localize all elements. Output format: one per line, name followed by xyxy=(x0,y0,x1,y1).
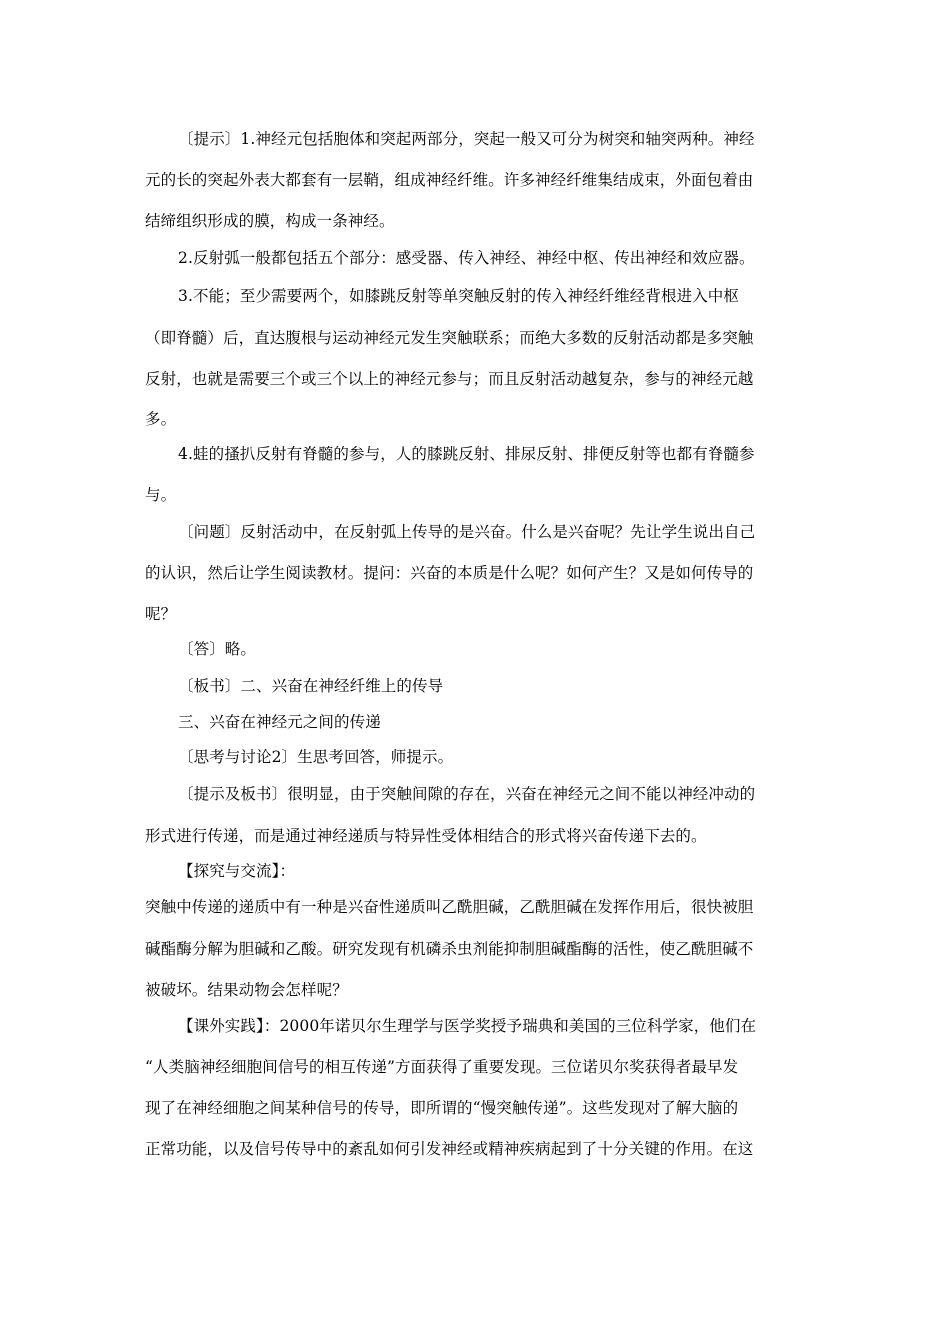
text-line: 〔提示及板书〕很明显，由于突触间隙的存在，兴奋在神经元之间不能以神经冲动的 xyxy=(178,785,756,803)
text-line: 与。 xyxy=(145,486,177,504)
text-line: 〔答〕略。 xyxy=(178,640,257,658)
text-line: 结缔组织形成的膜，构成一条神经。 xyxy=(145,212,395,230)
text-line: 被破坏。结果动物会怎样呢？ xyxy=(145,981,348,999)
text-line: 元的长的突起外表大都套有一层鞘，组成神经纤维。许多神经纤维集结成束，外面包着由 xyxy=(145,171,754,189)
text-line: “人类脑神经细胞间信号的相互传递”方面获得了重要发现。三位诺贝尔奖获得者最早发 xyxy=(145,1058,739,1076)
text-line: 正常功能，以及信号传导中的紊乱如何引发神经或精神疾病起到了十分关键的作用。在这 xyxy=(145,1140,754,1158)
text-line: 〔提示〕1.神经元包括胞体和突起两部分，突起一般又可分为树突和轴突两种。神经 xyxy=(178,130,755,148)
text-line: 反射，也就是需要三个或三个以上的神经元参与；而且反射活动越复杂，参与的神经元越 xyxy=(145,370,754,388)
text-line: 4.蛙的搔扒反射有脊髓的参与，人的膝跳反射、排尿反射、排便反射等也都有脊髓参 xyxy=(178,445,755,463)
text-line: 碱酯酶分解为胆碱和乙酸。研究发现有机磷杀虫剂能抑制胆碱酯酶的活性，使乙酰胆碱不 xyxy=(145,940,754,958)
text-line: （即脊髓）后，直达腹根与运动神经元发生突触联系；而绝大多数的反射活动都是多突触 xyxy=(145,329,754,347)
text-line: 〔思考与讨论2〕生思考回答，师提示。 xyxy=(178,748,454,766)
text-line: 呢？ xyxy=(145,605,177,623)
text-line: 〔板书〕二、兴奋在神经纤维上的传导 xyxy=(178,677,444,695)
text-line: 三、兴奋在神经元之间的传递 xyxy=(178,713,381,731)
text-line: 多。 xyxy=(145,410,177,428)
text-line: 3.不能；至少需要两个，如膝跳反射等单突触反射的传入神经纤维经背根进入中枢 xyxy=(178,287,739,305)
text-line: 形式进行传递，而是通过神经递质与特异性受体相结合的形式将兴奋传递下去的。 xyxy=(145,827,707,845)
text-line: 【探究与交流】： xyxy=(178,862,296,880)
text-line: 的认识，然后让学生阅读教材。提问：兴奋的本质是什么呢？如何产生？又是如何传导的 xyxy=(145,564,754,582)
text-line: 【课外实践】：2000年诺贝尔生理学与医学奖授予瑞典和美国的三位科学家，他们在 xyxy=(178,1017,757,1035)
text-line: 突触中传递的递质中有一种是兴奋性递质叫乙酰胆碱，乙酰胆碱在发挥作用后，很快被胆 xyxy=(145,898,754,916)
text-line: 2.反射弧一般都包括五个部分：感受器、传入神经、神经中枢、传出神经和效应器。 xyxy=(178,249,755,267)
text-line: 现了在神经细胞之间某种信号的传导，即所谓的“慢突触传递”。这些发现对了解大脑的 xyxy=(145,1099,739,1117)
text-line: 〔问题〕反射活动中，在反射弧上传导的是兴奋。什么是兴奋呢？先让学生说出自己 xyxy=(178,523,756,541)
